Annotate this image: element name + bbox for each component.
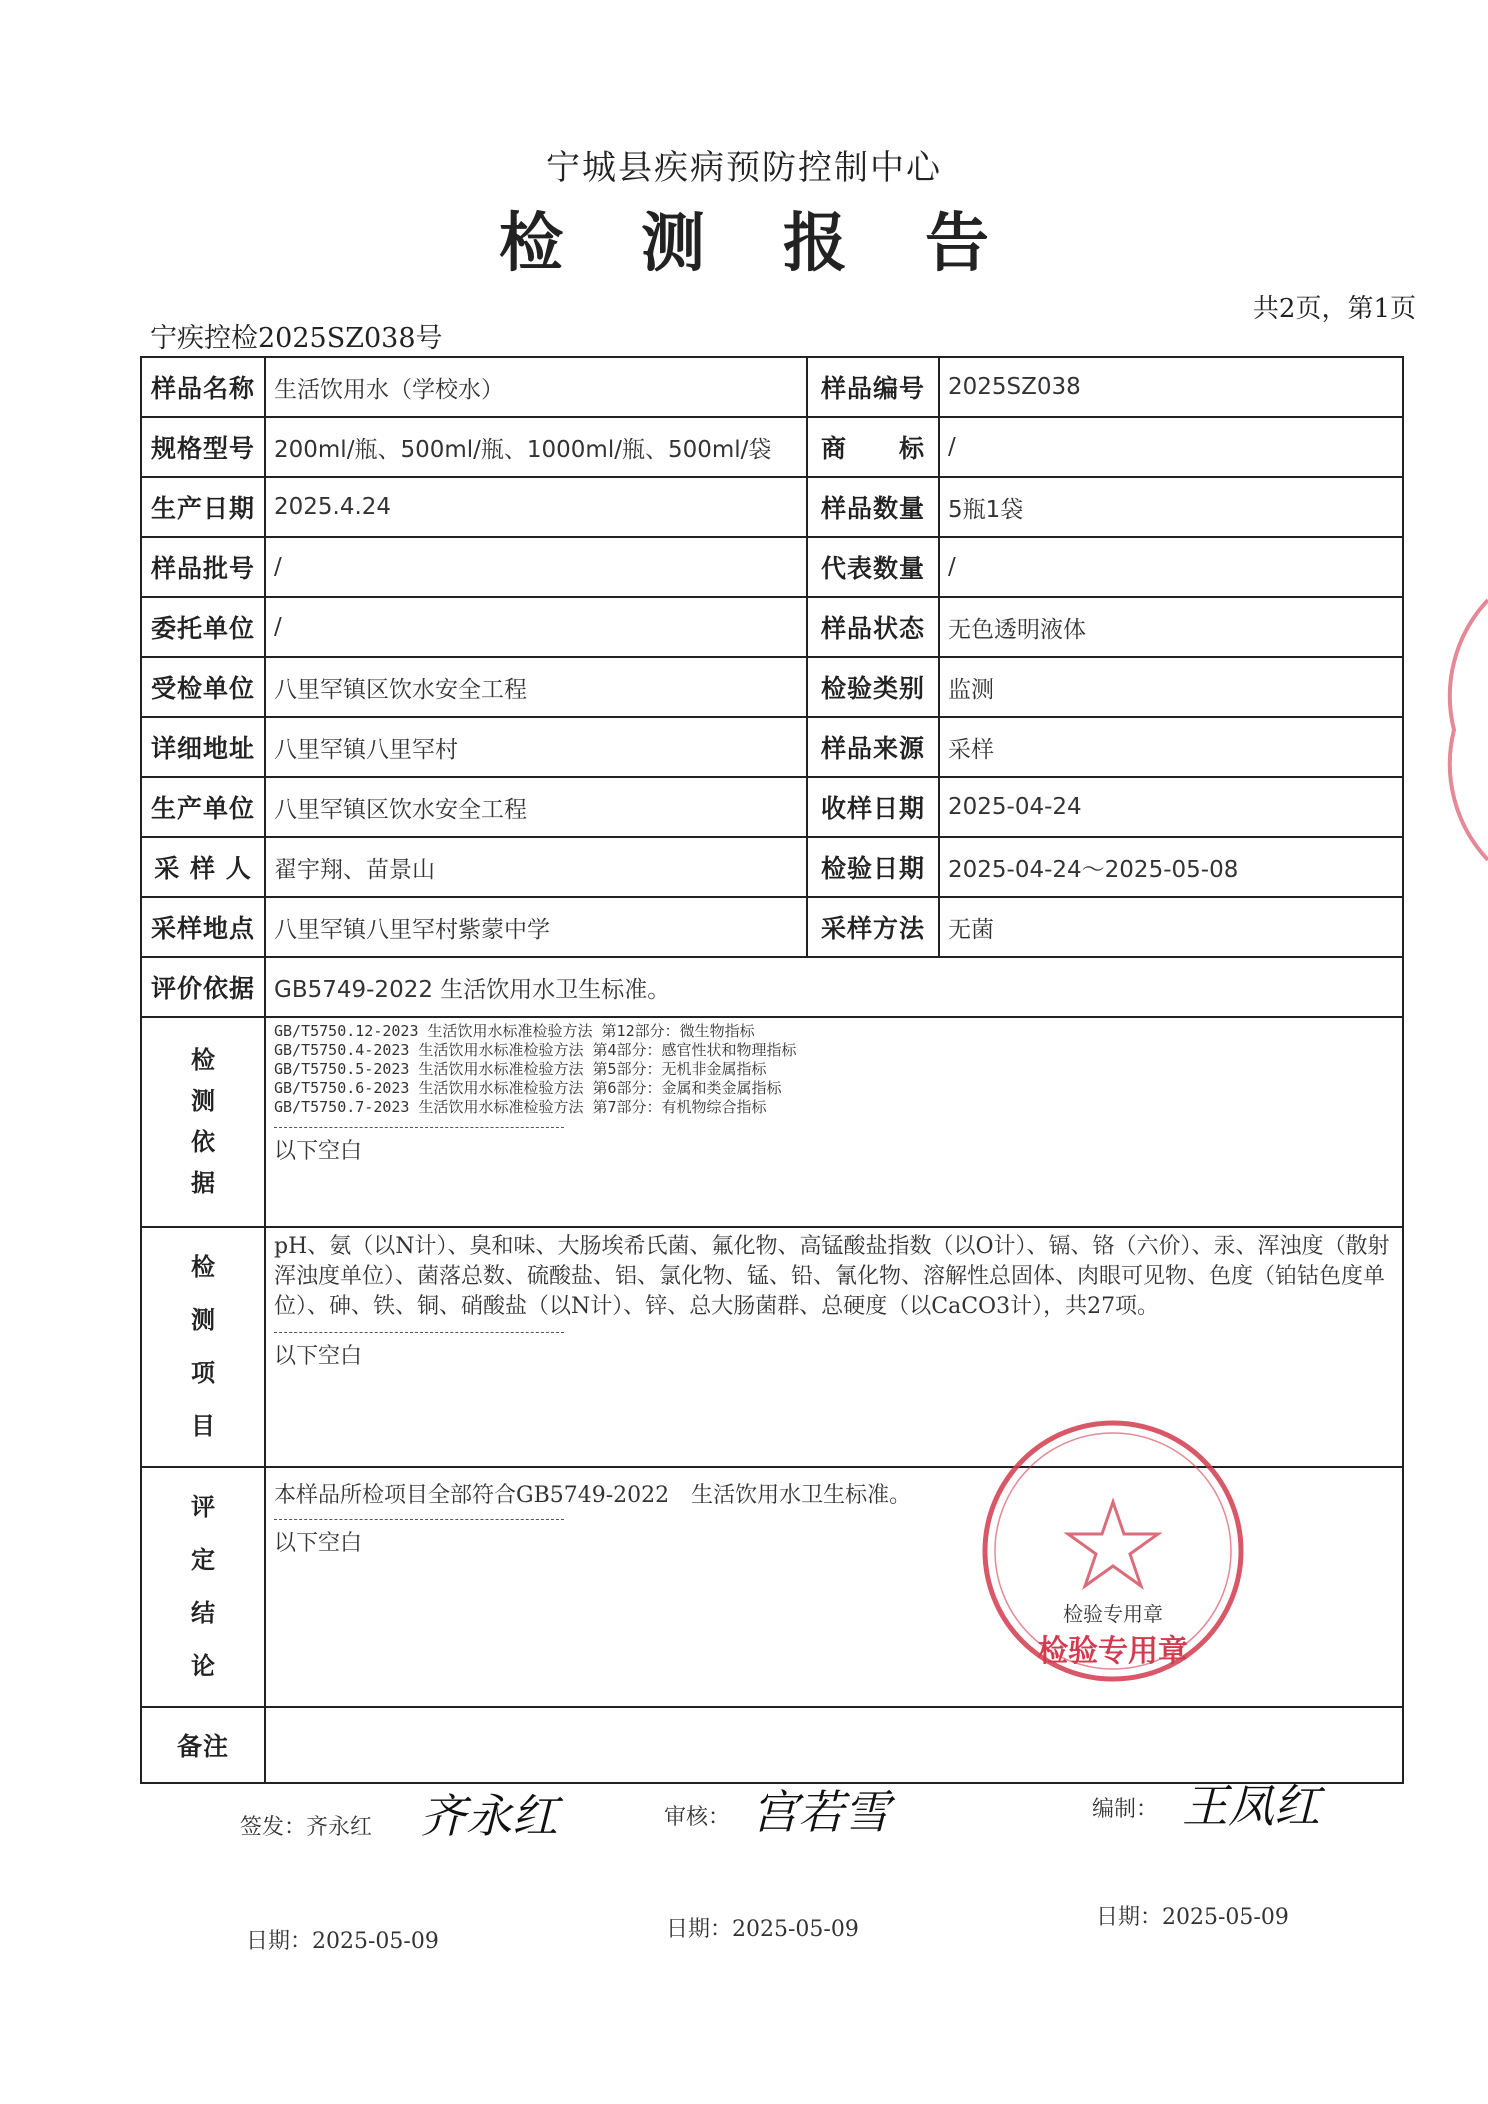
method-label: 采样方法: [807, 897, 939, 957]
rep-qty-value: /: [939, 537, 1403, 597]
dashed-divider: [274, 1332, 564, 1333]
batch-label: 样品批号: [141, 537, 265, 597]
test-basis-label-2: 测: [191, 1086, 215, 1116]
issuer-signature: 齐永红: [420, 1789, 558, 1843]
row-sample-name: [141, 357, 1403, 417]
row-prod-date: [141, 477, 1403, 537]
standard-line: GB/T5750.7-2023 生活饮用水标准检验方法 第7部分：有机物综合指标: [274, 1098, 767, 1116]
trademark-label: 商 标: [807, 417, 939, 477]
state-value: 无色透明液体: [939, 597, 1403, 657]
row-test-basis: [141, 1017, 1403, 1227]
row-client: [141, 597, 1403, 657]
test-basis-blank-note: 以下空白: [274, 1139, 363, 1164]
row-producer: [141, 777, 1403, 837]
dashed-divider: [274, 1519, 564, 1520]
reviewer-label: 审核：: [664, 1805, 731, 1830]
conclusion-label-1: 评: [191, 1492, 215, 1522]
quantity-label: 样品数量: [807, 477, 939, 537]
conclusion-label-4: 论: [191, 1650, 215, 1680]
standard-line: GB/T5750.6-2023 生活饮用水标准检验方法 第6部分：金属和类金属指标: [274, 1079, 782, 1097]
standard-line: GB/T5750.4-2023 生活饮用水标准检验方法 第4部分：感官性状和物理指标: [274, 1041, 797, 1059]
stamp-caption: 检验专用章: [1063, 1602, 1163, 1626]
sample-name-value: 生活饮用水（学校水）: [265, 357, 807, 417]
compiler-label: 编制：: [1092, 1797, 1159, 1822]
insp-type-label: 检验类别: [807, 657, 939, 717]
address-value: 八里罕镇八里罕村: [265, 717, 807, 777]
source-label: 样品来源: [807, 717, 939, 777]
test-basis-label-3: 依: [191, 1127, 215, 1156]
test-basis-label: [141, 1017, 265, 1227]
test-items-label-3: 项: [191, 1358, 215, 1387]
site-value: 八里罕镇八里罕村紫蒙中学: [265, 897, 807, 957]
trademark-value: /: [939, 417, 1403, 477]
page-info: 共2页，第1页: [1252, 294, 1416, 324]
stamp-red-text: 检验专用章: [1038, 1634, 1188, 1669]
conclusion-label: [141, 1467, 265, 1707]
inspection-stamp: [972, 1410, 1254, 1692]
test-basis-content: [265, 1017, 1403, 1227]
prod-date-value: 2025.4.24: [265, 477, 807, 537]
test-date-value: 2025-04-24～2025-05-08: [939, 837, 1403, 897]
row-site: [141, 897, 1403, 957]
test-items-label-1: 检: [191, 1252, 215, 1282]
report-number: 宁疾控检2025SZ038号: [150, 323, 443, 354]
sampler-value: 翟宇翔、苗景山: [265, 837, 807, 897]
client-value: /: [265, 597, 807, 657]
conclusion-label-3: 结: [191, 1598, 215, 1627]
state-label: 样品状态: [807, 597, 939, 657]
test-items-text: pH、氨（以N计）、臭和味、大肠埃希氏菌、氟化物、高锰酸盐指数（以O计）、镉、铬（六价）、汞、浑浊度（散射浑浊度单位）、菌落总数、硫酸盐、铝、氯化物、锰、铅、氰化物、溶解性总固体、肉眼可见物、色度（铂钴色度单位）、砷、铁、铜、硝酸盐（以N计）、锌、总大肠菌群、总硬度（以CaCO3计），共27项。: [274, 1234, 1390, 1319]
conclusion-blank-note: 以下空白: [274, 1531, 363, 1556]
organization-name: 宁城县疾病预防控制中心: [546, 148, 942, 188]
rep-qty-label: 代表数量: [807, 537, 939, 597]
sample-name-label: 样品名称: [141, 357, 265, 417]
recv-date-value: 2025-04-24: [939, 777, 1403, 837]
producer-value: 八里罕镇区饮水安全工程: [265, 777, 807, 837]
test-date-label: 检验日期: [807, 837, 939, 897]
test-basis-label-4: 据: [191, 1167, 215, 1197]
row-sampler: [141, 837, 1403, 897]
conclusion-label-2: 定: [191, 1545, 215, 1575]
issuer-date: 日期：2025-05-09: [246, 1929, 439, 1954]
sample-no-value: 2025SZ038: [939, 357, 1403, 417]
edge-stamp-icon: [1444, 590, 1488, 870]
compiler-date: 日期：2025-05-09: [1096, 1905, 1289, 1930]
row-spec: [141, 417, 1403, 477]
row-address: [141, 717, 1403, 777]
address-label: 详细地址: [141, 717, 265, 777]
prod-date-label: 生产日期: [141, 477, 265, 537]
test-basis-label-1: 检: [191, 1045, 215, 1075]
basis-label: 评价依据: [141, 957, 265, 1017]
client-label: 委托单位: [141, 597, 265, 657]
spec-label: 规格型号: [141, 417, 265, 477]
reviewer-signature: 宫若雪: [752, 1785, 890, 1839]
issuer-label: 签发：齐永红: [240, 1815, 373, 1840]
dashed-divider: [274, 1127, 564, 1128]
method-value: 无菌: [939, 897, 1403, 957]
inspected-unit-label: 受检单位: [141, 657, 265, 717]
sampler-label: 采 样 人: [141, 837, 265, 897]
compiler-signature: 王凤红: [1182, 1779, 1320, 1833]
site-label: 采样地点: [141, 897, 265, 957]
reviewer-date: 日期：2025-05-09: [666, 1917, 859, 1942]
conclusion-text: 本样品所检项目全部符合GB5749-2022 生活饮用水卫生标准。: [274, 1483, 912, 1508]
basis-value: GB5749-2022 生活饮用水卫生标准。: [265, 957, 1403, 1017]
standard-line: GB/T5750.12-2023 生活饮用水标准检验方法 第12部分：微生物指标: [274, 1022, 755, 1040]
inspected-unit-value: 八里罕镇区饮水安全工程: [265, 657, 807, 717]
test-items-blank-note: 以下空白: [274, 1344, 363, 1369]
report-title: 检测报告: [499, 206, 1067, 281]
test-items-label-2: 测: [191, 1305, 215, 1335]
standard-line: GB/T5750.5-2023 生活饮用水标准检验方法 第5部分：无机非金属指标: [274, 1060, 767, 1078]
row-inspected-unit: [141, 657, 1403, 717]
batch-value: /: [265, 537, 807, 597]
spec-value: 200ml/瓶、500ml/瓶、1000ml/瓶、500ml/袋: [265, 417, 807, 477]
remarks-label: 备注: [141, 1707, 265, 1783]
row-batch: [141, 537, 1403, 597]
insp-type-value: 监测: [939, 657, 1403, 717]
quantity-value: 5瓶1袋: [939, 477, 1403, 537]
source-value: 采样: [939, 717, 1403, 777]
test-items-label: [141, 1227, 265, 1467]
sample-no-label: 样品编号: [807, 357, 939, 417]
producer-label: 生产单位: [141, 777, 265, 837]
test-items-label-4: 目: [191, 1410, 215, 1440]
recv-date-label: 收样日期: [807, 777, 939, 837]
row-basis: [141, 957, 1403, 1017]
